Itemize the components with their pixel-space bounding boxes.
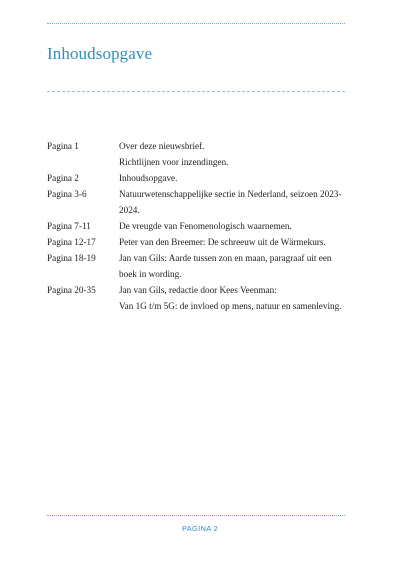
top-rule	[47, 23, 345, 24]
toc-row	[47, 154, 357, 170]
toc-row	[47, 138, 357, 154]
title-underline-rule	[47, 91, 345, 92]
page-title: Inhoudsopgave	[47, 44, 153, 63]
toc-entry-text: Jan van Gils: Aarde tussen zon en maan, paragraaf uit een	[119, 253, 332, 263]
toc-page-number	[47, 266, 119, 282]
toc-entry-text: Van 1G t/m 5G: de invloed op mens, natuur en samenleving.	[119, 301, 342, 311]
toc-entry-text: Richtlijnen voor inzendingen.	[119, 157, 229, 167]
toc-page-number: Pagina 18-19	[47, 253, 96, 263]
toc-row	[47, 186, 357, 202]
toc-row	[47, 170, 357, 186]
toc-page-number: Pagina 12-17	[47, 237, 96, 247]
toc-entry-text: 2024.	[119, 205, 140, 215]
toc-entry-text: Over deze nieuwsbrief.	[119, 141, 205, 151]
toc-page-number: Pagina 20-35	[47, 285, 96, 295]
toc-entry-text: boek in wording.	[119, 269, 182, 279]
page-number-footer: PAGINA 2	[181, 524, 219, 533]
toc-page-number: Pagina 1	[47, 141, 79, 151]
footer-rule	[47, 515, 345, 516]
toc-entry-text: Peter van den Breemer: De schreeuw uit de Wärmekurs.	[119, 237, 326, 247]
toc-page-number: Pagina 7-11	[47, 221, 91, 231]
toc-page-number: Pagina 2	[47, 173, 79, 183]
toc-entry-text: Inhoudsopgave.	[119, 173, 178, 183]
toc-row	[47, 298, 357, 314]
toc-row	[47, 234, 357, 250]
toc-row	[47, 202, 357, 218]
toc-row	[47, 250, 357, 266]
toc-page-number	[47, 154, 119, 170]
toc-entry-text: De vreugde van Fenomenologisch waarnemen.	[119, 221, 292, 231]
toc-row	[47, 266, 357, 282]
toc-page-number: Pagina 3-6	[47, 189, 87, 199]
toc-page-number	[47, 202, 119, 218]
toc-page-number	[47, 298, 119, 314]
toc-entry-text: Natuurwetenschappelijke sectie in Nederland, seizoen 2023-	[119, 189, 342, 199]
toc-entry-text: Jan van Gils, redactie door Kees Veenman:	[119, 285, 277, 295]
table-of-contents	[47, 138, 357, 314]
toc-row	[47, 282, 357, 298]
toc-row	[47, 218, 357, 234]
